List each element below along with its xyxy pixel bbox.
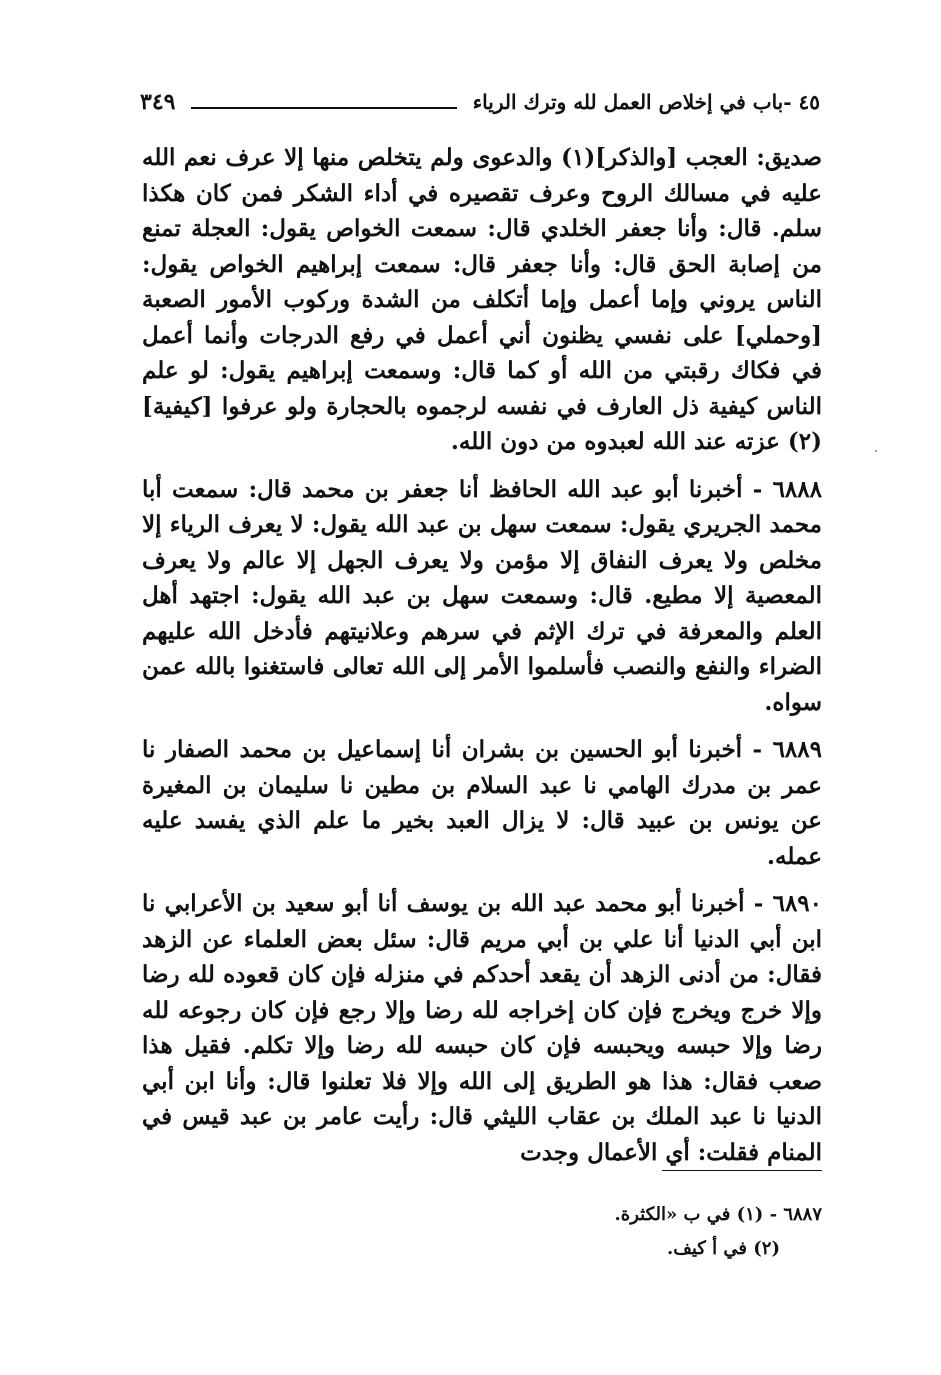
paragraph-6889: ٦٨٨٩ - أخبرنا أبو الحسين بن بشران أنا إسماعيل بن محمد الصفار نا عمر بن مدرك الهامي نا عبد السلام بن مطين نا سليمان بن المغيرة عن يونس بن عبيد قال: لا يزال العبد بخير ما علم الذي يفسد عليه عمله. [142, 736, 822, 870]
paragraph-intro [142, 140, 822, 460]
paragraph-6888: ٦٨٨٨ - أخبرنا أبو عبد الله الحافظ أنا جعفر بن محمد قال: سمعت أبا محمد الجريري يقول: سمعت سهل بن عبد الله يقول: لا يعرف الرياء إلا مخلص ولا يعرف النفاق إلا مؤمن ولا يعرف الجهل إلا عالم ولا يعرف المعصية إلا مطيع. قال: وسمعت سهل بن عبد الله يقول: اجتهد أهل العلم والمعرفة في ترك الإثم في سرهم وعلانيتهم فأدخل الله عليهم الضراء والنفع والنصب فأسلموا الأمر إلى الله تعالى فاستغنوا بالله عمن سواه. [142, 475, 822, 716]
footnote-2: (٢) في أ كيف. [666, 1238, 780, 1259]
running-header [140, 82, 820, 122]
paragraph-text: أخبرنا أبو الحسين بن بشران أنا إسماعيل بن محمد الصفار نا عمر بن مدرك الهامي نا عبد السلام بن مطين نا سليمان بن المغيرة عن يونس بن عبيد قال: لا يزال العبد بخير ما علم الذي يفسد عليه عمله. [142, 736, 822, 870]
page-number: ٣٤٩ [140, 89, 176, 115]
header-rule [191, 107, 456, 109]
hadith-number: ٦٨٨٩ [772, 736, 822, 763]
chapter-title: ٤٥ -باب في إخلاص العمل لله وترك الرياء [472, 90, 820, 114]
hadith-number: ٦٨٨٨ [772, 475, 822, 503]
paragraph-text: صديق: العجب [والذكر](١) والدعوى ولم يتخلص منها إلا عرف نعم الله عليه في مسالك الروح وعرف تقصيره في أداء الشكر فمن كان هكذا سلم. قال: وأنا جعفر الخلدي قال: سمعت الخواص يقول: العجلة تمنع من إصابة الحق قال: وأنا جعفر قال: سمعت إبراهيم الخواص يقول: الناس يروني وإما أعمل وإما أتكلف من الشدة وركوب الأمور الصعبة [وحملي] على نفسي يظنون أني أعمل في رفع الدرجات وأنما أعمل في فكاك رقبتي من الله أو كما قال: وسمعت إبراهيم يقول: لو علم الناس كيفية ذل العارف في نفسه لرجموه بالحجارة ولو عرفوا [كيفية](٢) عزته عند الله لعبدوه من دون الله. [142, 144, 822, 455]
scan-speck [875, 450, 877, 452]
paragraph-text: أخبرنا أبو محمد عبد الله بن يوسف أنا أبو سعيد بن الأعرابي نا ابن أبي الدنيا أنا علي بن أبي مريم قال: سئل بعض العلماء عن الزهد فقال: من أدنى الزهد أن يقعد أحدكم في منزله فإن كان قعوده لله رضا وإلا خرج ويخرج فإن كان إخراجه لله رضا وإلا رجع فإن كان رجوعه لله رضا وإلا حبسه ويحبسه فإن كان حبسه لله رضا وإلا تكلم. فقيل هذا صعب فقال: هذا هو الطريق إلى الله وإلا فلا تعلنوا قال: وأنا ابن أبي الدنيا نا عبد الملك بن عقاب الليثي قال: رأيت عامر بن عبد قيس في المنام فقلت: أي الأعمال وجدت [142, 890, 822, 1166]
footnotes [300, 1198, 822, 1266]
hadith-number: ٦٨٩٠ [772, 890, 823, 917]
paragraph-6890: ٦٨٩٠ - أخبرنا أبو محمد عبد الله بن يوسف أنا أبو سعيد بن الأعرابي نا ابن أبي الدنيا أنا علي بن أبي مريم قال: سئل بعض العلماء عن الزهد فقال: من أدنى الزهد أن يقعد أحدكم في منزله فإن كان قعوده لله رضا وإلا خرج ويخرج فإن كان إخراجه لله رضا وإلا رجع فإن كان رجوعه لله رضا وإلا حبسه ويحبسه فإن كان حبسه لله رضا وإلا تكلم. فقيل هذا صعب فقال: هذا هو الطريق إلى الله وإلا فلا تعلنوا قال: وأنا ابن أبي الدنيا نا عبد الملك بن عقاب الليثي قال: رأيت عامر بن عبد قيس في المنام فقلت: أي الأعمال وجدت [142, 890, 823, 1166]
footnote-rule [662, 1170, 822, 1171]
main-text [142, 140, 822, 1170]
paragraph-text: أخبرنا أبو عبد الله الحافظ أنا جعفر بن محمد قال: سمعت أبا محمد الجريري يقول: سمعت سهل بن عبد الله يقول: لا يعرف الرياء إلا مخلص ولا يعرف النفاق إلا مؤمن ولا يعرف الجهل إلا عالم ولا يعرف المعصية إلا مطيع. قال: وسمعت سهل بن عبد الله يقول: اجتهد أهل العلم والمعرفة في ترك الإثم في سرهم وعلانيتهم فأدخل الله عليهم الضراء والنفع والنصب فأسلموا الأمر إلى الله تعالى فاستغنوا بالله عمن سواه. [142, 475, 822, 716]
footnote-1: ٦٨٨٧ - (١) في ب «الكثرة. [614, 1204, 822, 1225]
